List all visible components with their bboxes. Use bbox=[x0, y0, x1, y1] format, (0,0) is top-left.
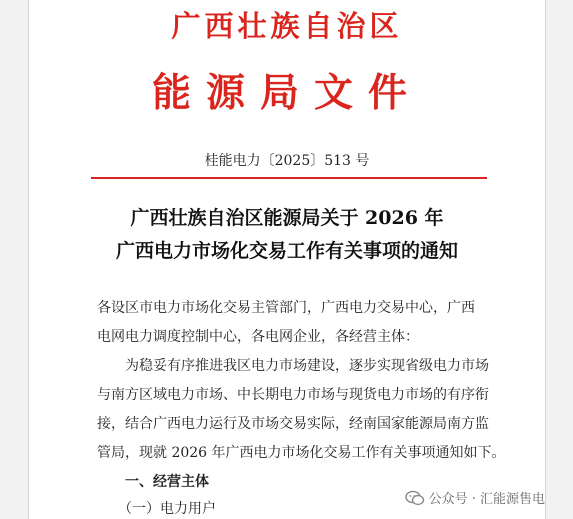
recipients-line-2: 电网电力调度控制中心，各电网企业，各经营主体： bbox=[97, 329, 419, 345]
document-number: 桂能电力〔2025〕513 号 bbox=[204, 153, 370, 169]
recipients-line-1: 各设区市电力市场化交易主管部门，广西电力交易中心，广西 bbox=[97, 300, 475, 316]
paragraph-line-2: 与南方区域电力市场、中长期电力市场与现货电力市场的有序衔 bbox=[97, 387, 489, 403]
document-title-line-2: 广西电力市场化交易工作有关事项的通知 bbox=[115, 240, 458, 262]
subsection-heading: （一）电力用户 bbox=[97, 501, 216, 517]
document-title-line-1: 广西壮族自治区能源局关于 2026 年 bbox=[130, 207, 444, 229]
paragraph-line-4: 管局，现就 2026 年广西电力市场化交易工作有关事项通知如下。 bbox=[97, 445, 506, 461]
document-type-header: 能源局文件 bbox=[151, 70, 422, 116]
red-divider-line bbox=[91, 177, 487, 179]
section-heading: 一、经营主体 bbox=[97, 474, 209, 490]
wechat-icon bbox=[405, 490, 425, 506]
document-page bbox=[28, 0, 546, 519]
wechat-watermark bbox=[405, 488, 545, 507]
watermark-text: 公众号 · 汇能源售电 bbox=[428, 492, 545, 507]
paragraph-line-3: 接，结合广西电力运行及市场交易实际，经南国家能源局南方监 bbox=[97, 416, 489, 432]
issuer-name: 广西壮族自治区 bbox=[171, 9, 403, 43]
paragraph-line-1: 为稳妥有序推进我区电力市场建设，逐步实现省级电力市场 bbox=[97, 358, 489, 374]
